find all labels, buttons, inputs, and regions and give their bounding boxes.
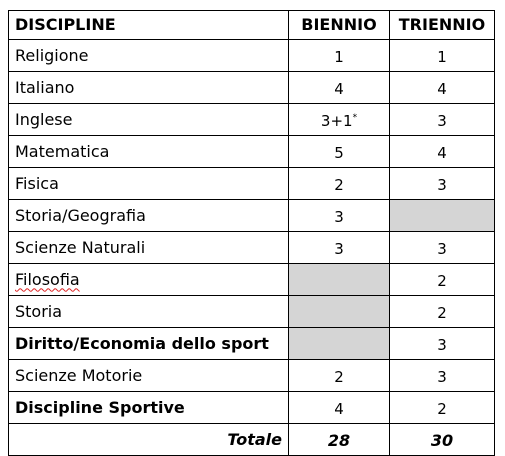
- header-biennio: BIENNIO: [289, 11, 390, 40]
- biennio-hours: 1: [289, 40, 390, 72]
- triennio-hours: 2: [390, 392, 495, 424]
- biennio-hours: 3: [289, 232, 390, 264]
- header-row: [9, 11, 495, 40]
- table-row: [9, 392, 495, 424]
- triennio-hours: 4: [390, 136, 495, 168]
- biennio-hours: 2: [289, 168, 390, 200]
- discipline-name: Scienze Naturali: [9, 232, 289, 264]
- table-row: [9, 104, 495, 136]
- discipline-name: [9, 264, 289, 296]
- triennio-hours: 2: [390, 296, 495, 328]
- discipline-name: Matematica: [9, 136, 289, 168]
- biennio-hours: 2: [289, 360, 390, 392]
- discipline-name: Religione: [9, 40, 289, 72]
- biennio-hours: 5: [289, 136, 390, 168]
- spellcheck-word: Filosofia: [15, 269, 80, 289]
- total-triennio: 30: [390, 424, 495, 456]
- triennio-hours: 3: [390, 232, 495, 264]
- header-discipline: DISCIPLINE: [9, 11, 289, 40]
- curriculum-table: [8, 10, 495, 456]
- biennio-hours: 4: [289, 72, 390, 104]
- total-row: [9, 424, 495, 456]
- triennio-empty-cell: [390, 200, 495, 232]
- triennio-hours: 4: [390, 72, 495, 104]
- table-row: [9, 232, 495, 264]
- table-row: [9, 72, 495, 104]
- table-row: [9, 200, 495, 232]
- biennio-hours: [289, 104, 390, 136]
- triennio-hours: 3: [390, 104, 495, 136]
- triennio-hours: 3: [390, 328, 495, 360]
- discipline-name: Storia: [9, 296, 289, 328]
- biennio-empty-cell: [289, 296, 390, 328]
- total-label: Totale: [9, 424, 289, 456]
- table-row: [9, 40, 495, 72]
- table-row: [9, 328, 495, 360]
- triennio-hours: 2: [390, 264, 495, 296]
- discipline-name: Discipline Sportive: [9, 392, 289, 424]
- discipline-name: Inglese: [9, 104, 289, 136]
- triennio-hours: 3: [390, 360, 495, 392]
- biennio-empty-cell: [289, 328, 390, 360]
- discipline-name: Storia/Geografia: [9, 200, 289, 232]
- biennio-hours: 3: [289, 200, 390, 232]
- header-triennio: TRIENNIO: [390, 11, 495, 40]
- curriculum-table-wrapper: [8, 10, 495, 456]
- table-row: [9, 168, 495, 200]
- discipline-name: Fisica: [9, 168, 289, 200]
- table-row: [9, 264, 495, 296]
- table-row: [9, 296, 495, 328]
- triennio-hours: 3: [390, 168, 495, 200]
- table-row: [9, 360, 495, 392]
- discipline-name: Scienze Motorie: [9, 360, 289, 392]
- discipline-name: Italiano: [9, 72, 289, 104]
- biennio-hours: 4: [289, 392, 390, 424]
- triennio-hours: 1: [390, 40, 495, 72]
- biennio-empty-cell: [289, 264, 390, 296]
- total-biennio: 28: [289, 424, 390, 456]
- discipline-name: Diritto/Economia dello sport: [9, 328, 289, 360]
- biennio-value: 3+1: [320, 111, 353, 130]
- footnote-mark: *: [352, 112, 358, 123]
- table-row: [9, 136, 495, 168]
